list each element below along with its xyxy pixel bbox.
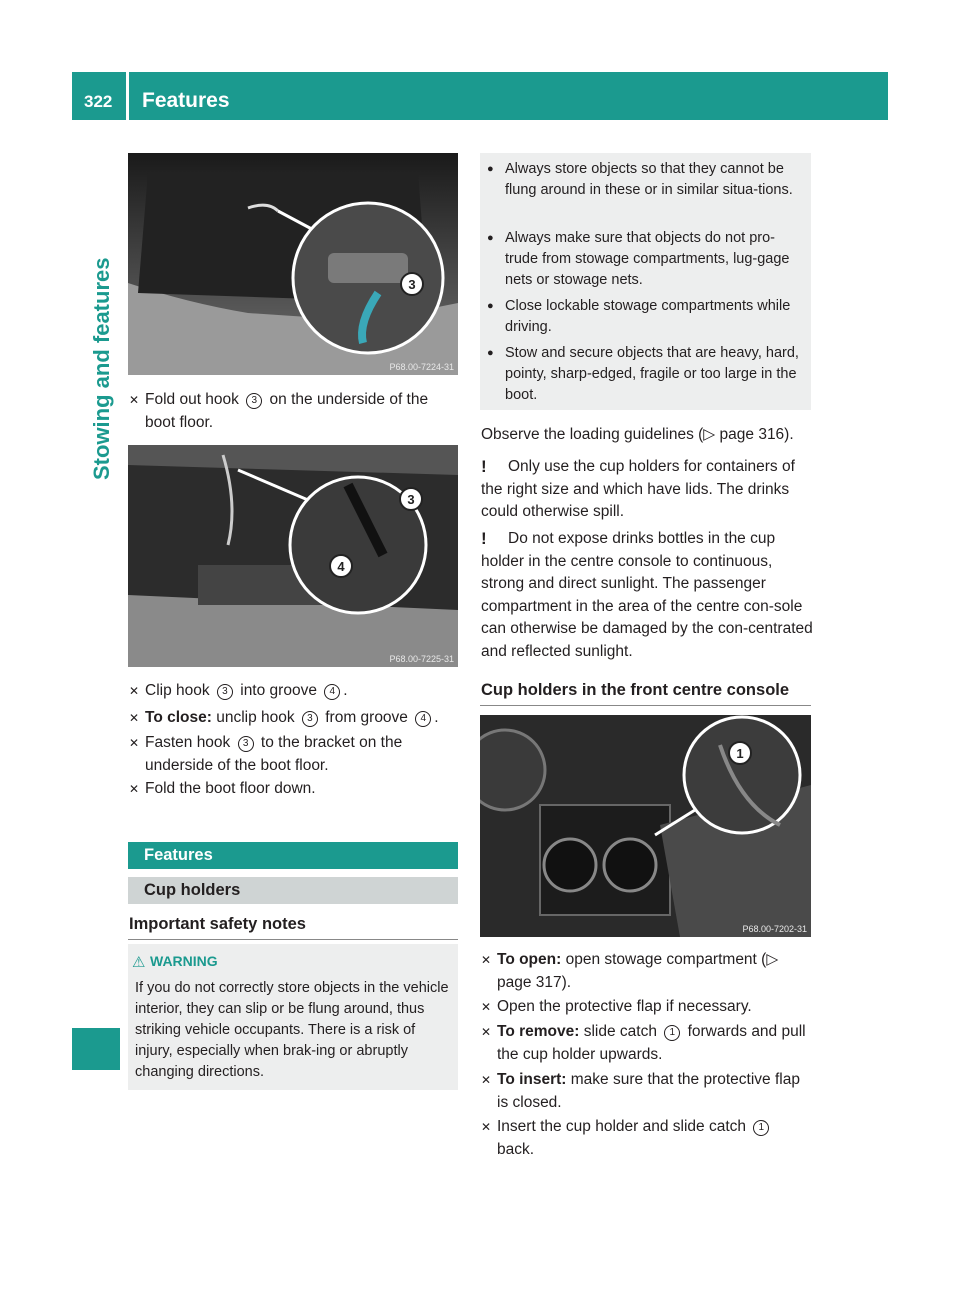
step-to-insert: ✕ To insert: make sure that the protective flap is closed. bbox=[481, 1071, 800, 1111]
page-title: Features bbox=[142, 89, 230, 112]
step-insert-cup-holder: ✕ Insert the cup holder and slide catch 1 back. bbox=[481, 1116, 809, 1161]
figure-code: P68.00-7225-31 bbox=[389, 654, 454, 664]
warning-box bbox=[128, 944, 458, 1090]
circled-3-icon: 3 bbox=[302, 711, 318, 727]
observe-loading-guidelines: Observe the loading guidelines (▷ page 316). bbox=[481, 426, 794, 443]
heading-important-safety-notes: Important safety notes bbox=[129, 915, 306, 933]
step-arrow-icon: ✕ bbox=[481, 1120, 492, 1134]
callout-3-label: 3 bbox=[407, 492, 415, 507]
section-features-bar: Features bbox=[128, 842, 458, 869]
callout-4-label: 4 bbox=[337, 559, 345, 574]
cup-holder-illustration bbox=[480, 715, 811, 937]
page-number: 322 bbox=[84, 92, 113, 111]
boot-groove-illustration bbox=[128, 445, 458, 667]
heading-rule bbox=[480, 705, 811, 706]
step-arrow-icon: ✕ bbox=[129, 393, 140, 407]
step-to-close: ✕ To close: unclip hook 3 from groove 4 . bbox=[129, 707, 457, 730]
figure-cup-holder-console bbox=[480, 715, 811, 937]
circled-3-icon: 3 bbox=[238, 736, 254, 752]
step-clip-hook: ✕ Clip hook 3 into groove 4 . bbox=[129, 680, 457, 703]
step-to-remove: ✕ To remove: slide catch 1 forwards and pull the cup holder upwards. bbox=[481, 1023, 806, 1063]
step-arrow-icon: ✕ bbox=[481, 1025, 492, 1039]
step-fold-out-hook: ✕ Fold out hook 3 on the underside of the boot floor. bbox=[129, 391, 429, 431]
step-arrow-icon: ✕ bbox=[129, 736, 140, 750]
figure-clip-hook-groove bbox=[128, 445, 458, 667]
step-fasten-hook: ✕ Fasten hook 3 to the bracket on the underside of the boot floor. bbox=[129, 734, 403, 774]
boot-floor-illustration bbox=[128, 153, 458, 375]
circled-3-icon: 3 bbox=[246, 393, 262, 409]
step-to-open: ✕ To open: open stowage compartment (▷ page 317). bbox=[481, 951, 779, 991]
section-cup-holders-bar: Cup holders bbox=[128, 877, 458, 904]
list-item: ● Stow and secure objects that are heavy, hard, pointy, sharp-edged, fragile or too large in the boot. bbox=[487, 345, 799, 403]
safety-bullet-box bbox=[480, 153, 811, 410]
list-item: ● Always store objects so that they cannot be flung around in these or in similar situa-tions. bbox=[487, 161, 793, 198]
figure-code: P68.00-7202-31 bbox=[742, 924, 807, 934]
figure-hook-boot-floor bbox=[128, 153, 458, 375]
warning-triangle-icon: ⚠ bbox=[132, 954, 146, 971]
circled-1-icon: 1 bbox=[753, 1120, 769, 1136]
heading-cup-holders-front-console: Cup holders in the front centre console bbox=[481, 681, 790, 699]
notice-drinks-sunlight: ! Do not expose drinks bottles in the cup holder in the centre console to continuous, strong and direct sunlight. The passenger compartment in the area of the centre con-sole can otherwise be damaged by the con-centrated and reflected sunlight. bbox=[481, 529, 813, 660]
list-item: ● Close lockable stowage compartments while driving. bbox=[487, 298, 791, 335]
step-arrow-icon: ✕ bbox=[129, 711, 140, 725]
callout-1-label: 1 bbox=[736, 746, 744, 761]
step-arrow-icon: ✕ bbox=[481, 1000, 492, 1014]
sidebar-marker bbox=[72, 1028, 120, 1070]
circled-1-icon: 1 bbox=[664, 1025, 680, 1041]
step-arrow-icon: ✕ bbox=[129, 684, 140, 698]
circled-4-icon: 4 bbox=[415, 711, 431, 727]
circled-4-icon: 4 bbox=[324, 684, 340, 700]
step-arrow-icon: ✕ bbox=[129, 782, 140, 796]
sidebar-section-label: Stowing and features bbox=[89, 257, 114, 480]
header-divider bbox=[126, 72, 129, 120]
notice-cup-holders: ! Only use the cup holders for containers of the right size and which have lids. The drinks could otherwise spill. bbox=[481, 457, 795, 520]
step-fold-floor-down: ✕ Fold the boot floor down. bbox=[129, 778, 457, 801]
callout-3-label: 3 bbox=[408, 277, 416, 292]
step-open-flap: ✕ Open the protective flap if necessary. bbox=[481, 996, 809, 1019]
step-arrow-icon: ✕ bbox=[481, 1073, 492, 1087]
warning-heading: WARNING bbox=[150, 953, 218, 969]
exclamation-icon: ! bbox=[481, 529, 487, 548]
step-arrow-icon: ✕ bbox=[481, 953, 492, 967]
page-header bbox=[72, 72, 888, 120]
exclamation-icon: ! bbox=[481, 457, 487, 476]
heading-rule bbox=[128, 939, 458, 940]
list-item: ● Always make sure that objects do not pro-trude from stowage compartments, lug-gage nets or stowage nets. bbox=[487, 230, 790, 288]
circled-3-icon: 3 bbox=[217, 684, 233, 700]
figure-code: P68.00-7224-31 bbox=[389, 362, 454, 372]
warning-text: If you do not correctly store objects in the vehicle interior, they can slip or be flung around, thus striking vehicle occupants. There is a risk of injury, especially when brak-ing or abruptly changing directions. bbox=[135, 980, 449, 1080]
